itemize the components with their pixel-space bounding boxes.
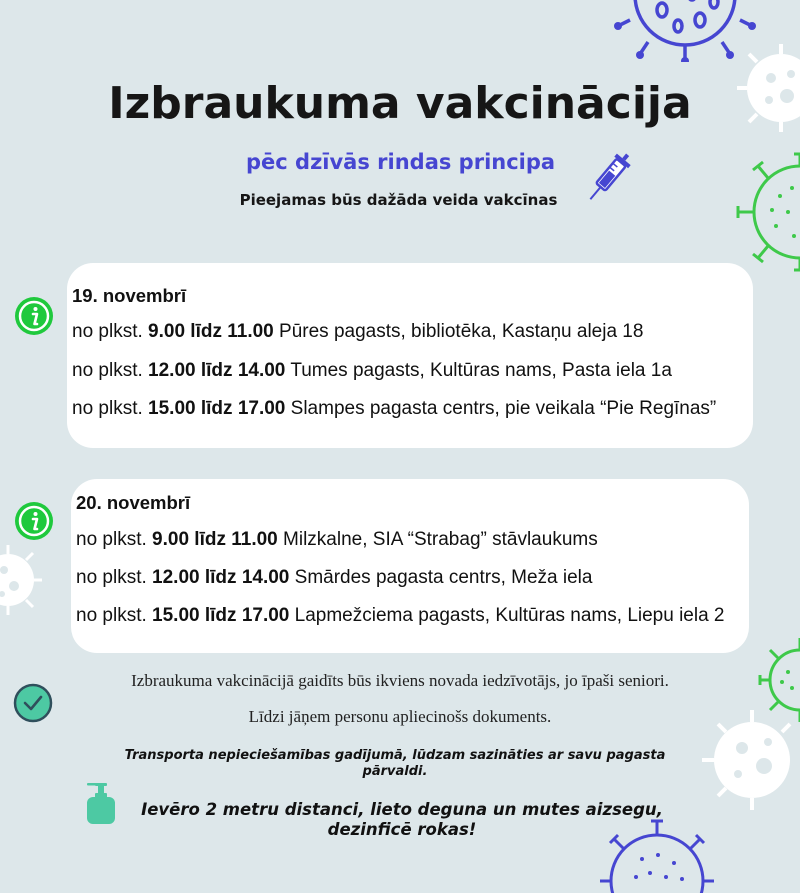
row-place: Pūres pagasts, bibliotēka, Kastaņu aleja 18 xyxy=(279,321,644,342)
schedule-row xyxy=(76,529,598,551)
schedule-row xyxy=(72,360,672,382)
row-time: 9.00 līdz 11.00 xyxy=(148,321,274,342)
schedule-date: 19. novembrī xyxy=(72,285,187,306)
page-subtitle: pēc dzīvās rindas principa xyxy=(246,150,556,174)
schedule-card-nov-19 xyxy=(67,263,753,448)
row-prefix: no plkst. xyxy=(76,567,147,588)
row-time: 15.00 līdz 17.00 xyxy=(148,398,286,419)
row-prefix: no plkst. xyxy=(72,360,143,381)
info-icon xyxy=(14,296,54,336)
row-prefix: no plkst. xyxy=(76,605,147,626)
note-transport: Transporta nepieciešamības gadījumā, lūdzam sazināties ar savu pagasta pārvaldi. xyxy=(124,748,666,779)
row-time: 12.00 līdz 14.00 xyxy=(148,360,286,381)
vaccines-note: Pieejamas būs dažāda veida vakcīnas xyxy=(239,191,558,209)
row-place: Milzkalne, SIA “Strabag” stāvlaukums xyxy=(283,529,598,550)
info-icon xyxy=(14,501,54,541)
row-place: Slampes pagasta centrs, pie veikala “Pie Regīnas” xyxy=(290,398,717,419)
note-everyone-welcome: Izbraukuma vakcinācijā gaidīts būs ikviens novada iedzīvotājs, jo īpaši seniori. xyxy=(131,671,669,690)
row-place: Tumes pagasts, Kultūras nams, Pasta iela 1a xyxy=(290,360,672,381)
row-time: 9.00 līdz 11.00 xyxy=(152,529,278,550)
row-prefix: no plkst. xyxy=(72,321,143,342)
schedule-row xyxy=(76,567,592,589)
note-distance: Ievēro 2 metru distanci, lieto deguna un mutes aizsegu, dezinficē rokas! xyxy=(141,800,663,839)
virus-icon xyxy=(728,150,800,275)
schedule-row xyxy=(76,605,725,627)
schedule-date: 20. novembrī xyxy=(76,492,191,513)
row-place: Smārdes pagasta centrs, Meža iela xyxy=(294,567,593,588)
schedule-card-nov-20 xyxy=(71,479,749,653)
row-time: 12.00 līdz 14.00 xyxy=(152,567,290,588)
row-place: Lapmežciema pagasts, Kultūras nams, Liepu iela 2 xyxy=(294,605,725,626)
row-prefix: no plkst. xyxy=(72,398,143,419)
schedule-row xyxy=(72,321,643,343)
schedule-row xyxy=(72,398,716,420)
row-prefix: no plkst. xyxy=(76,529,147,550)
row-time: 15.00 līdz 17.00 xyxy=(152,605,290,626)
page-title: Izbraukuma vakcinācija xyxy=(108,78,692,129)
sanitizer-icon xyxy=(84,781,118,825)
note-bring-id: Līdzi jāņem personu apliecinošs dokuments. xyxy=(248,707,552,726)
virus-icon xyxy=(0,540,44,620)
